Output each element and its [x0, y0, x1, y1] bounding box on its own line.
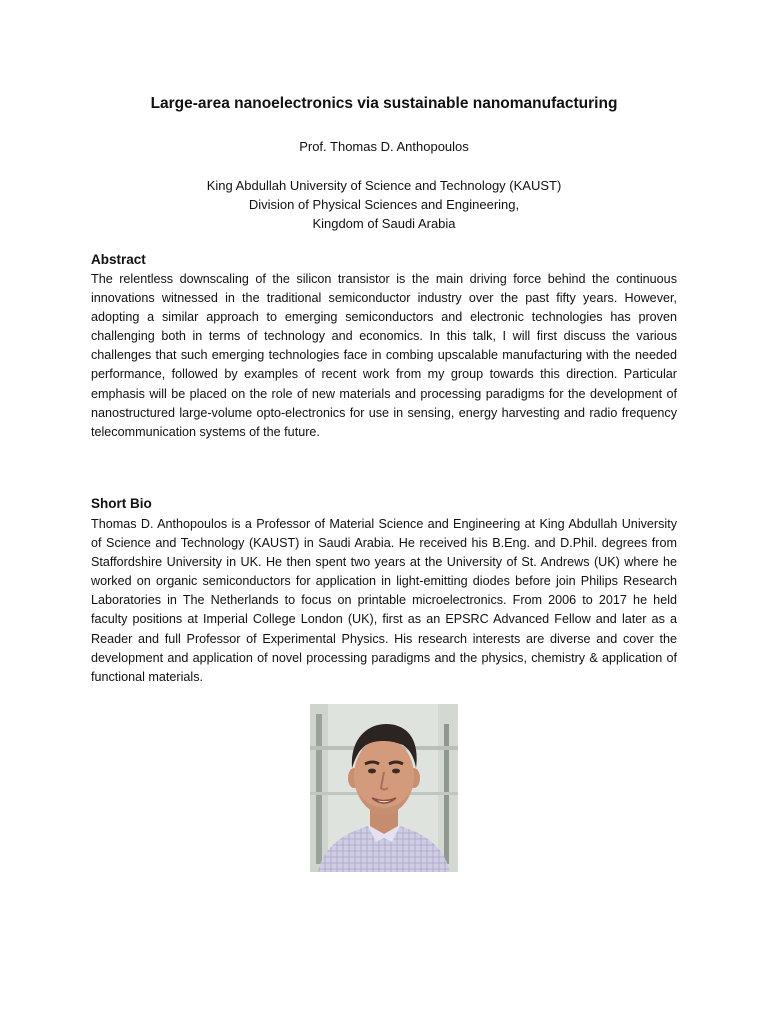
portrait-photo — [310, 704, 458, 872]
portrait-illustration — [310, 704, 458, 872]
bio-heading: Short Bio — [91, 496, 152, 511]
bio-text: Thomas D. Anthopoulos is a Professor of Material Science and Engineering at King Abdullah University of Science and Technology (KAUST) in Saudi Arabia. He received his B.Eng. and D.Phil. degrees from Staffordshire University in UK. He then spent two years at the University of St. Andrews (UK) where he worked on organic semiconductors for application in light-emitting diodes before join Philips Research Laboratories in The Netherlands to focus on printable microelectronics. From 2006 to 2017 he held faculty positions at Imperial College London (UK), first as an EPSRC Advanced Fellow and later as a Reader and full Professor of Experimental Physics. His research interests are diverse and cover the development and application of novel processing paradigms and the physics, chemistry & application of functional materials. — [91, 517, 677, 684]
author-name: Prof. Thomas D. Anthopoulos — [299, 139, 469, 154]
abstract-heading: Abstract — [91, 252, 146, 267]
abstract-text: The relentless downscaling of the silicon transistor is the main driving force behind the continuous innovations witnessed in the traditional semiconductor industry over the past fifty years. However, adopting a similar approach to emerging semiconductors and electronic technologies has proven challenging both in terms of technology and economics. In this talk, I will first discuss the various challenges that such emerging technologies face in combing upscalable manufacturing with the needed performance, followed by examples of recent work from my group towards this direction. Particular emphasis will be placed on the role of new materials and processing paradigms for the development of nanostructured large-volume opto-electronics for use in sensing, energy harvesting and radio frequency telecommunication systems of the future. — [91, 272, 677, 439]
affiliation-line: Kingdom of Saudi Arabia — [312, 216, 456, 231]
affiliation-line: King Abdullah University of Science and Technology (KAUST) — [206, 178, 562, 193]
affiliation-block — [0, 176, 768, 233]
affiliation-line: Division of Physical Sciences and Engineering, — [248, 197, 520, 212]
document-title: Large-area nanoelectronics via sustainable nanomanufacturing — [150, 95, 618, 112]
